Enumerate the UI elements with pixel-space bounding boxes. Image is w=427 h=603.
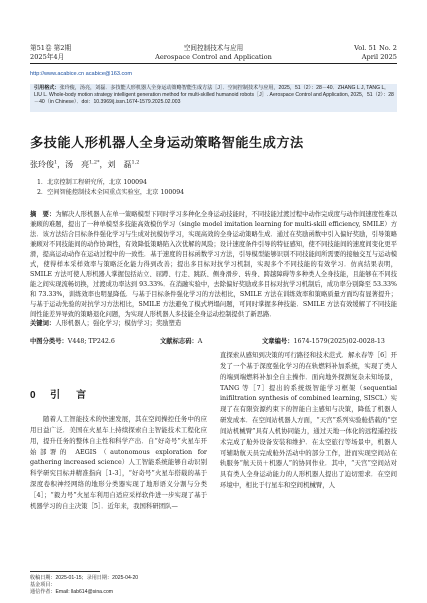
footnote-email: 通信作者：Email: llab614@sina.com xyxy=(30,589,114,595)
running-header-center xyxy=(100,44,327,62)
footnote-rule xyxy=(30,571,100,572)
author-affil-mark: 1,2* xyxy=(89,159,100,166)
clc-label: 中图分类号： xyxy=(30,338,68,345)
body-column-right: 直探索从感知到决策的可行路径和技术范式．解永春等［6］开发了一个基于深度强化学习的在轨燃料补加系统，实现了类人的端到端燃料补加全自主操作．面向地外探测复杂未知场景，TANG 等［7］提出的系统级智能学习框架（sequential inifiltration synthesis of combined learning, SISCL）实现了在有限资源约束下的智能自主感知与决策，降低了机器人研发成本．在空间站机器人方面，“天宫”系列实验舱搭载的“空间站机械臂”具有人机协同能力，通过天地一体化的远程遥控技术完成了舱外设备安装和维护．在太空旅行等场景中，机器人可辅助航天员完成舱外活动中的部分工作，进而实现空间站在轨服务“航天员＋机器人”的协同作业．其中，“天宫”空间站对具有类人全身运动能力的人形机器人提出了迫切需求．在空间环境中，相比于行星车和空间机械臂，人 xyxy=(220,351,397,490)
author-affil-mark: 1,2 xyxy=(131,159,140,166)
body-column-left: 随着人工智能技术的快速发展，其在空间操控任务中的应用日益广泛．美国在火星车上持续探索自主智能技术工程化应用，提升任务的整体自主性和科学产出．自“好奇号”火星车开始部署的 AEGIS（autonomous exploration for gathering increased science）人工智能系统能够自动识别科学研究目标并精准指向［1-3］，“好奇号”火星车搭载的基于深度卷积神经网络的地形分类器实现了地形语义分割与分类［4］；“毅力号”火星车利用自适应采样软件进一步实现了基于机器学习的自主决策［5］．近年来，我国科研团队— xyxy=(30,415,207,510)
clc-value: V448; TP242.6 xyxy=(67,338,115,345)
article-title: 多技能人形机器人全身运动策略智能生成方法 xyxy=(30,135,304,150)
issue-date-en: April 2025 xyxy=(361,53,397,61)
abstract xyxy=(30,210,397,321)
running-header-right xyxy=(320,44,397,62)
running-header-left xyxy=(30,44,71,62)
keywords-text: 人形机器人；强化学习；模仿学习；奖励塑造 xyxy=(55,320,182,327)
abstract-text: 为解决人形机器人在单一策略模型下同时学习多种化全身运动技能时，不同技能过渡过程中动作完成度与动作间速度性难以兼顾的难题，提出了一种单模型多技能高效模仿学习（single model imitation learning for multi-skill efficiency, SMILE）方法．该方法结合目标条件强化学习与生成对抗模仿学习，实现高效的全身运动策略生成．通过在奖励函数中引入偏好奖励，引导策略兼顾对不同技能间的动作协调性，有效降低策略陷入次优解的风险；设计速度条件引导的特征感知，使不同技能间的速度间变化更平滑，提高运动动作在运动过程中的一致性．基于速度的目标函数学习方法，引导模型能够识别不同技能间所需要的接触交互与运动模式，使得样本采样效率与策略泛化能力得到改善；提出多目标对抗学习机制，实现多个不同技能的有效学习．仿真结果表明，SMILE 方法可使人形机器人掌握包括站立、屈蹲、行走、跳跃、侧身滑步、转身、跨越障碍等多种类人全身技能，且能够在不同技能之间实现流畅切换，过渡成功率达到 93.33%．在消融实验中，去除偏好奖励或多目标对抗学习机制后，成功率分别降至 53.33%和 73.33%，训练效率也明显降低．与基于目标条件强化学习的方法相比，SMILE 方法在训练效率和策略质量方面均有显著提升；与基于运动先验的对抗学习方法相比，SMILE 方法避免了模式坍塌问题，可同时掌握多种技能．SMILE 方法有效缓解了不同技能间性能差异导致的策略退化问题，为实现人形机器人多技能全身运动控制提供了新思路． xyxy=(30,211,397,319)
footnote-received: 收稿日期：2025-01-15；录用日期：2025-04-20 xyxy=(30,575,139,581)
author-affil-mark: 1 xyxy=(54,159,58,166)
document-code xyxy=(160,336,202,345)
clc-number xyxy=(30,336,115,345)
journal-url[interactable]: http://www.acabice.cn acabice@163.com xyxy=(30,71,133,77)
section-heading xyxy=(30,386,89,401)
header-rule xyxy=(30,63,397,64)
author-name: 刘 磊 xyxy=(107,160,132,169)
keywords xyxy=(30,318,181,327)
citation xyxy=(34,85,394,106)
author-name: 汤 亮 xyxy=(65,160,90,169)
doc-label: 文献标志码： xyxy=(160,338,198,345)
section-title: 引 言 xyxy=(50,390,90,401)
volume-issue-en: Vol. 51 No. 2 xyxy=(354,44,397,52)
section-number: 0 xyxy=(30,390,39,401)
citation-text: 张玲俊，汤亮，刘磊．多技能人形机器人全身运动策略智能生成方法［J］．空间控制技术与应用，2025，51（2）：28－40．ZHANG L J, TANG L, LIU L. Whole-body motion strategy intelligent generation method for multi-skilled humanoid robots［J］. Aerospace Control and Application, 2025，51（2）：28－40（in Chinese）．doi：10.3969/j.issn.1674-1579.2025.02.003 xyxy=(34,85,394,105)
issue-date: 2025年4月 xyxy=(30,53,65,61)
abstract-label: 摘 要： xyxy=(30,211,56,218)
journal-name-en: Aerospace Control and Application xyxy=(155,53,272,61)
keywords-label: 关键词： xyxy=(30,320,56,327)
author-list: 张玲俊$^1$，汤 亮$^{1,2*}$，刘 磊$^{1,2}$ xyxy=(30,159,140,169)
volume-issue: 第51卷 第2期 xyxy=(30,44,72,52)
article-number xyxy=(262,336,385,345)
affiliation-2: 2．空间智能控制技术全国重点实验室，北京 100094 xyxy=(37,189,185,196)
article-label: 文章编号： xyxy=(262,338,294,345)
footnote-fund: 基金项目： xyxy=(30,582,56,588)
citation-label: 引用格式： xyxy=(34,85,60,91)
article-value: 1674-1579(2025)02-0028-13 xyxy=(293,338,385,345)
author-name: 张玲俊 xyxy=(30,160,54,169)
journal-name-cn: 空间控制技术与应用 xyxy=(183,44,244,52)
doc-value: A xyxy=(197,338,203,345)
affiliation-1: 1．北京控制工程研究所，北京 100094 xyxy=(37,179,147,186)
